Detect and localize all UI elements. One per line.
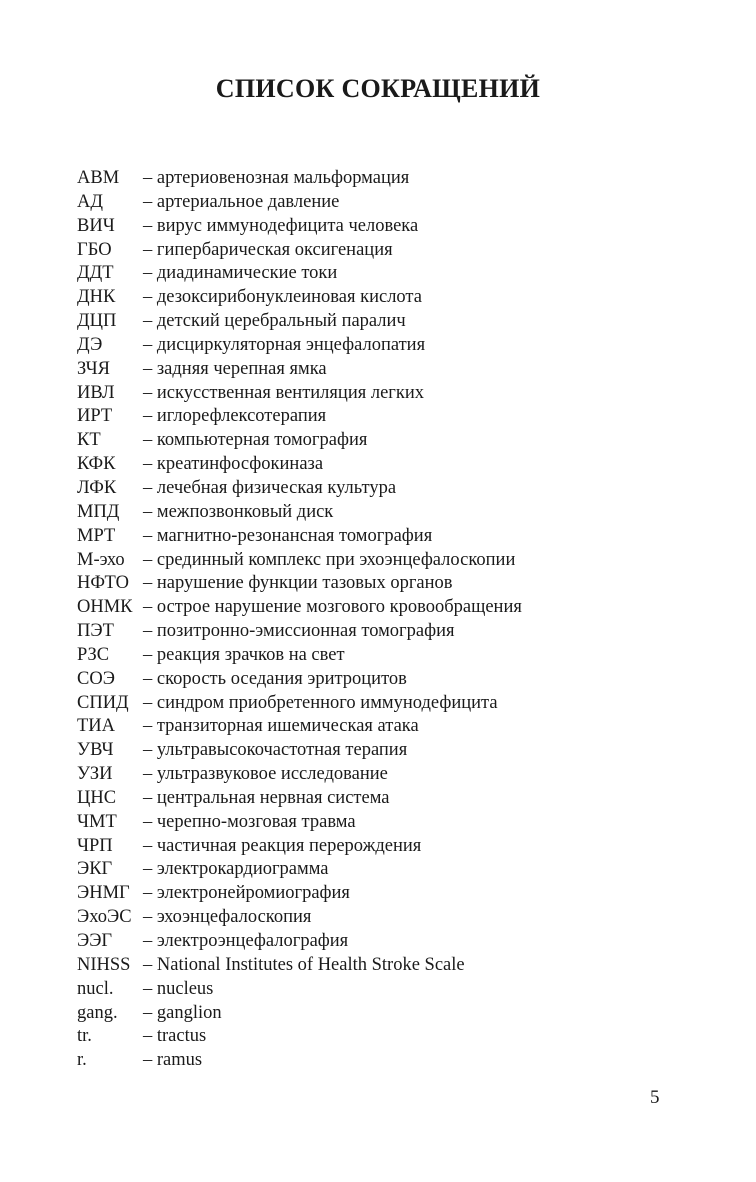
abbreviation-term: ЦНС: [77, 787, 117, 808]
abbreviation-row: [77, 167, 522, 191]
abbreviation-term: МРТ: [77, 525, 116, 546]
abbreviation-term: ЧМТ: [77, 811, 117, 832]
abbreviation-definition: – задняя черепная ямка: [143, 358, 327, 379]
abbreviation-term: ИРТ: [77, 406, 113, 427]
abbreviation-row: [77, 501, 522, 525]
abbreviation-term: ДЭ: [77, 334, 103, 355]
abbreviation-row: [77, 1025, 522, 1049]
abbreviation-row: [77, 1049, 522, 1073]
abbreviation-row: [77, 334, 522, 358]
abbreviation-term: ЗЧЯ: [77, 358, 110, 379]
abbreviation-row: [77, 858, 522, 882]
abbreviation-term: ДНК: [77, 287, 116, 308]
abbreviation-row: [77, 906, 522, 930]
abbreviation-row: [77, 572, 522, 596]
abbreviation-term: r.: [77, 1050, 87, 1071]
abbreviation-row: [77, 549, 522, 573]
abbreviation-term: КТ: [77, 430, 101, 451]
abbreviation-row: [77, 215, 522, 239]
abbreviation-term: МПД: [77, 501, 120, 522]
abbreviation-term: ПЭТ: [77, 621, 114, 642]
abbreviation-row: [77, 310, 522, 334]
abbreviation-row: [77, 930, 522, 954]
abbreviation-row: [77, 358, 522, 382]
abbreviation-term: nucl.: [77, 978, 114, 999]
abbreviation-definition: – компьютерная томография: [143, 430, 368, 451]
abbreviation-definition: – искусственная вентиляция легких: [143, 382, 425, 403]
abbreviation-definition: – позитронно-эмиссионная томография: [143, 621, 455, 642]
abbreviation-term: РЗС: [77, 644, 110, 665]
abbreviation-definition: – скорость оседания эритроцитов: [143, 668, 407, 689]
abbreviation-row: [77, 262, 522, 286]
abbreviation-definition: – ультравысокочастотная терапия: [143, 740, 408, 761]
abbreviation-term: КФК: [77, 454, 116, 475]
abbreviation-definition: – артериовенозная мальформация: [143, 168, 410, 188]
abbreviation-term: ТИА: [77, 716, 116, 737]
abbreviation-definition: – частичная реакция перерождения: [143, 835, 422, 856]
abbreviation-term: gang.: [77, 1002, 118, 1023]
abbreviation-term: ГБО: [77, 239, 112, 260]
abbreviation-row: [77, 405, 522, 429]
abbreviation-definition: – транзиторная ишемическая атака: [143, 716, 419, 737]
page-title: СПИСОК СОКРАЩЕНИЙ: [215, 74, 541, 103]
abbreviation-term: ДЦП: [77, 311, 117, 332]
abbreviation-definition: – артериальное давление: [143, 191, 340, 212]
abbreviation-term: ИВЛ: [77, 382, 115, 403]
abbreviation-row: [77, 692, 522, 716]
abbreviation-term: УЗИ: [77, 764, 113, 785]
abbreviation-definition: – межпозвонковый диск: [143, 501, 334, 522]
abbreviation-row: [77, 286, 522, 310]
abbreviation-row: [77, 882, 522, 906]
abbreviation-definition: – электрокардиограмма: [143, 859, 329, 880]
abbreviation-definition: – лечебная физическая культура: [143, 477, 397, 498]
abbreviation-definition: – электронейромиография: [143, 883, 350, 904]
abbreviation-row: [77, 429, 522, 453]
abbreviation-definition: – срединный комплекс при эхоэнцефалоскопии: [143, 549, 516, 570]
abbreviation-definition: – гипербарическая оксигенация: [143, 239, 393, 260]
abbreviation-row: [77, 978, 522, 1002]
abbreviation-row: [77, 835, 522, 859]
abbreviation-row: [77, 239, 522, 263]
abbreviation-term: ЭНМГ: [77, 883, 130, 904]
abbreviation-definition: – электроэнцефалография: [143, 931, 349, 951]
abbreviation-definition: – креатинфосфокиназа: [143, 454, 324, 475]
abbreviation-term: АВМ: [77, 168, 120, 188]
abbreviation-row: [77, 787, 522, 811]
abbreviation-term: tr.: [77, 1026, 92, 1047]
abbreviation-definition: – нарушение функции тазовых органов: [143, 573, 453, 594]
abbreviation-definition: – nucleus: [143, 978, 214, 999]
abbreviation-definition: – ramus: [143, 1050, 203, 1071]
abbreviation-definition: – синдром приобретенного иммунодефицита: [143, 692, 498, 713]
abbreviation-row: [77, 596, 522, 620]
abbreviation-row: [77, 525, 522, 549]
abbreviation-definition: – черепно-мозговая травма: [143, 811, 356, 832]
abbreviation-row: [77, 668, 522, 692]
abbreviation-definition: – ganglion: [143, 1002, 222, 1023]
abbreviation-row: [77, 739, 522, 763]
abbreviation-definition: – National Institutes of Health Stroke Scale: [143, 954, 465, 975]
abbreviation-term: ЭЭГ: [77, 931, 113, 951]
abbreviation-term: ОНМК: [77, 597, 133, 618]
abbreviation-row: [77, 644, 522, 668]
abbreviation-row: [77, 1002, 522, 1026]
abbreviation-row: [77, 191, 522, 215]
page-number: 5: [650, 1087, 660, 1108]
abbreviation-term: АД: [77, 191, 103, 212]
abbreviation-definition: – ультразвуковое исследование: [143, 764, 388, 785]
abbreviation-row: [77, 477, 522, 501]
abbreviation-term: ВИЧ: [77, 215, 115, 236]
abbreviation-term: ЭКГ: [77, 859, 113, 880]
abbreviation-term: ЭхоЭС: [77, 907, 132, 928]
abbreviation-term: НФТО: [77, 573, 129, 594]
abbreviation-definition: – tractus: [143, 1026, 207, 1047]
abbreviation-term: М-эхо: [77, 549, 125, 570]
abbreviation-row: [77, 715, 522, 739]
abbreviation-term: NIHSS: [77, 954, 131, 975]
abbreviation-definition: – острое нарушение мозгового кровообращения: [143, 597, 522, 618]
abbreviation-definition: – иглорефлексотерапия: [143, 406, 327, 427]
abbreviation-list: [77, 167, 522, 1073]
abbreviation-term: ЧРП: [77, 835, 113, 856]
abbreviation-definition: – эхоэнцефалоскопия: [143, 907, 312, 928]
abbreviation-definition: – диадинамические токи: [143, 263, 338, 284]
abbreviation-row: [77, 620, 522, 644]
abbreviation-definition: – реакция зрачков на свет: [143, 644, 345, 665]
abbreviation-term: УВЧ: [77, 740, 114, 761]
abbreviation-definition: – детский церебральный паралич: [143, 311, 406, 332]
abbreviation-definition: – центральная нервная система: [143, 787, 390, 808]
abbreviation-definition: – магнитно-резонансная томография: [143, 525, 433, 546]
abbreviation-row: [77, 382, 522, 406]
abbreviation-row: [77, 763, 522, 787]
abbreviation-term: ДДТ: [77, 263, 114, 284]
abbreviation-term: СПИД: [77, 692, 129, 713]
abbreviation-term: ЛФК: [77, 477, 117, 498]
abbreviation-row: [77, 811, 522, 835]
abbreviation-term: СОЭ: [77, 668, 115, 689]
abbreviation-row: [77, 954, 522, 978]
abbreviation-definition: – дезоксирибонуклеиновая кислота: [143, 287, 422, 308]
abbreviation-definition: – дисциркуляторная энцефалопатия: [143, 334, 426, 355]
abbreviation-definition: – вирус иммунодефицита человека: [143, 215, 419, 236]
abbreviation-row: [77, 453, 522, 477]
